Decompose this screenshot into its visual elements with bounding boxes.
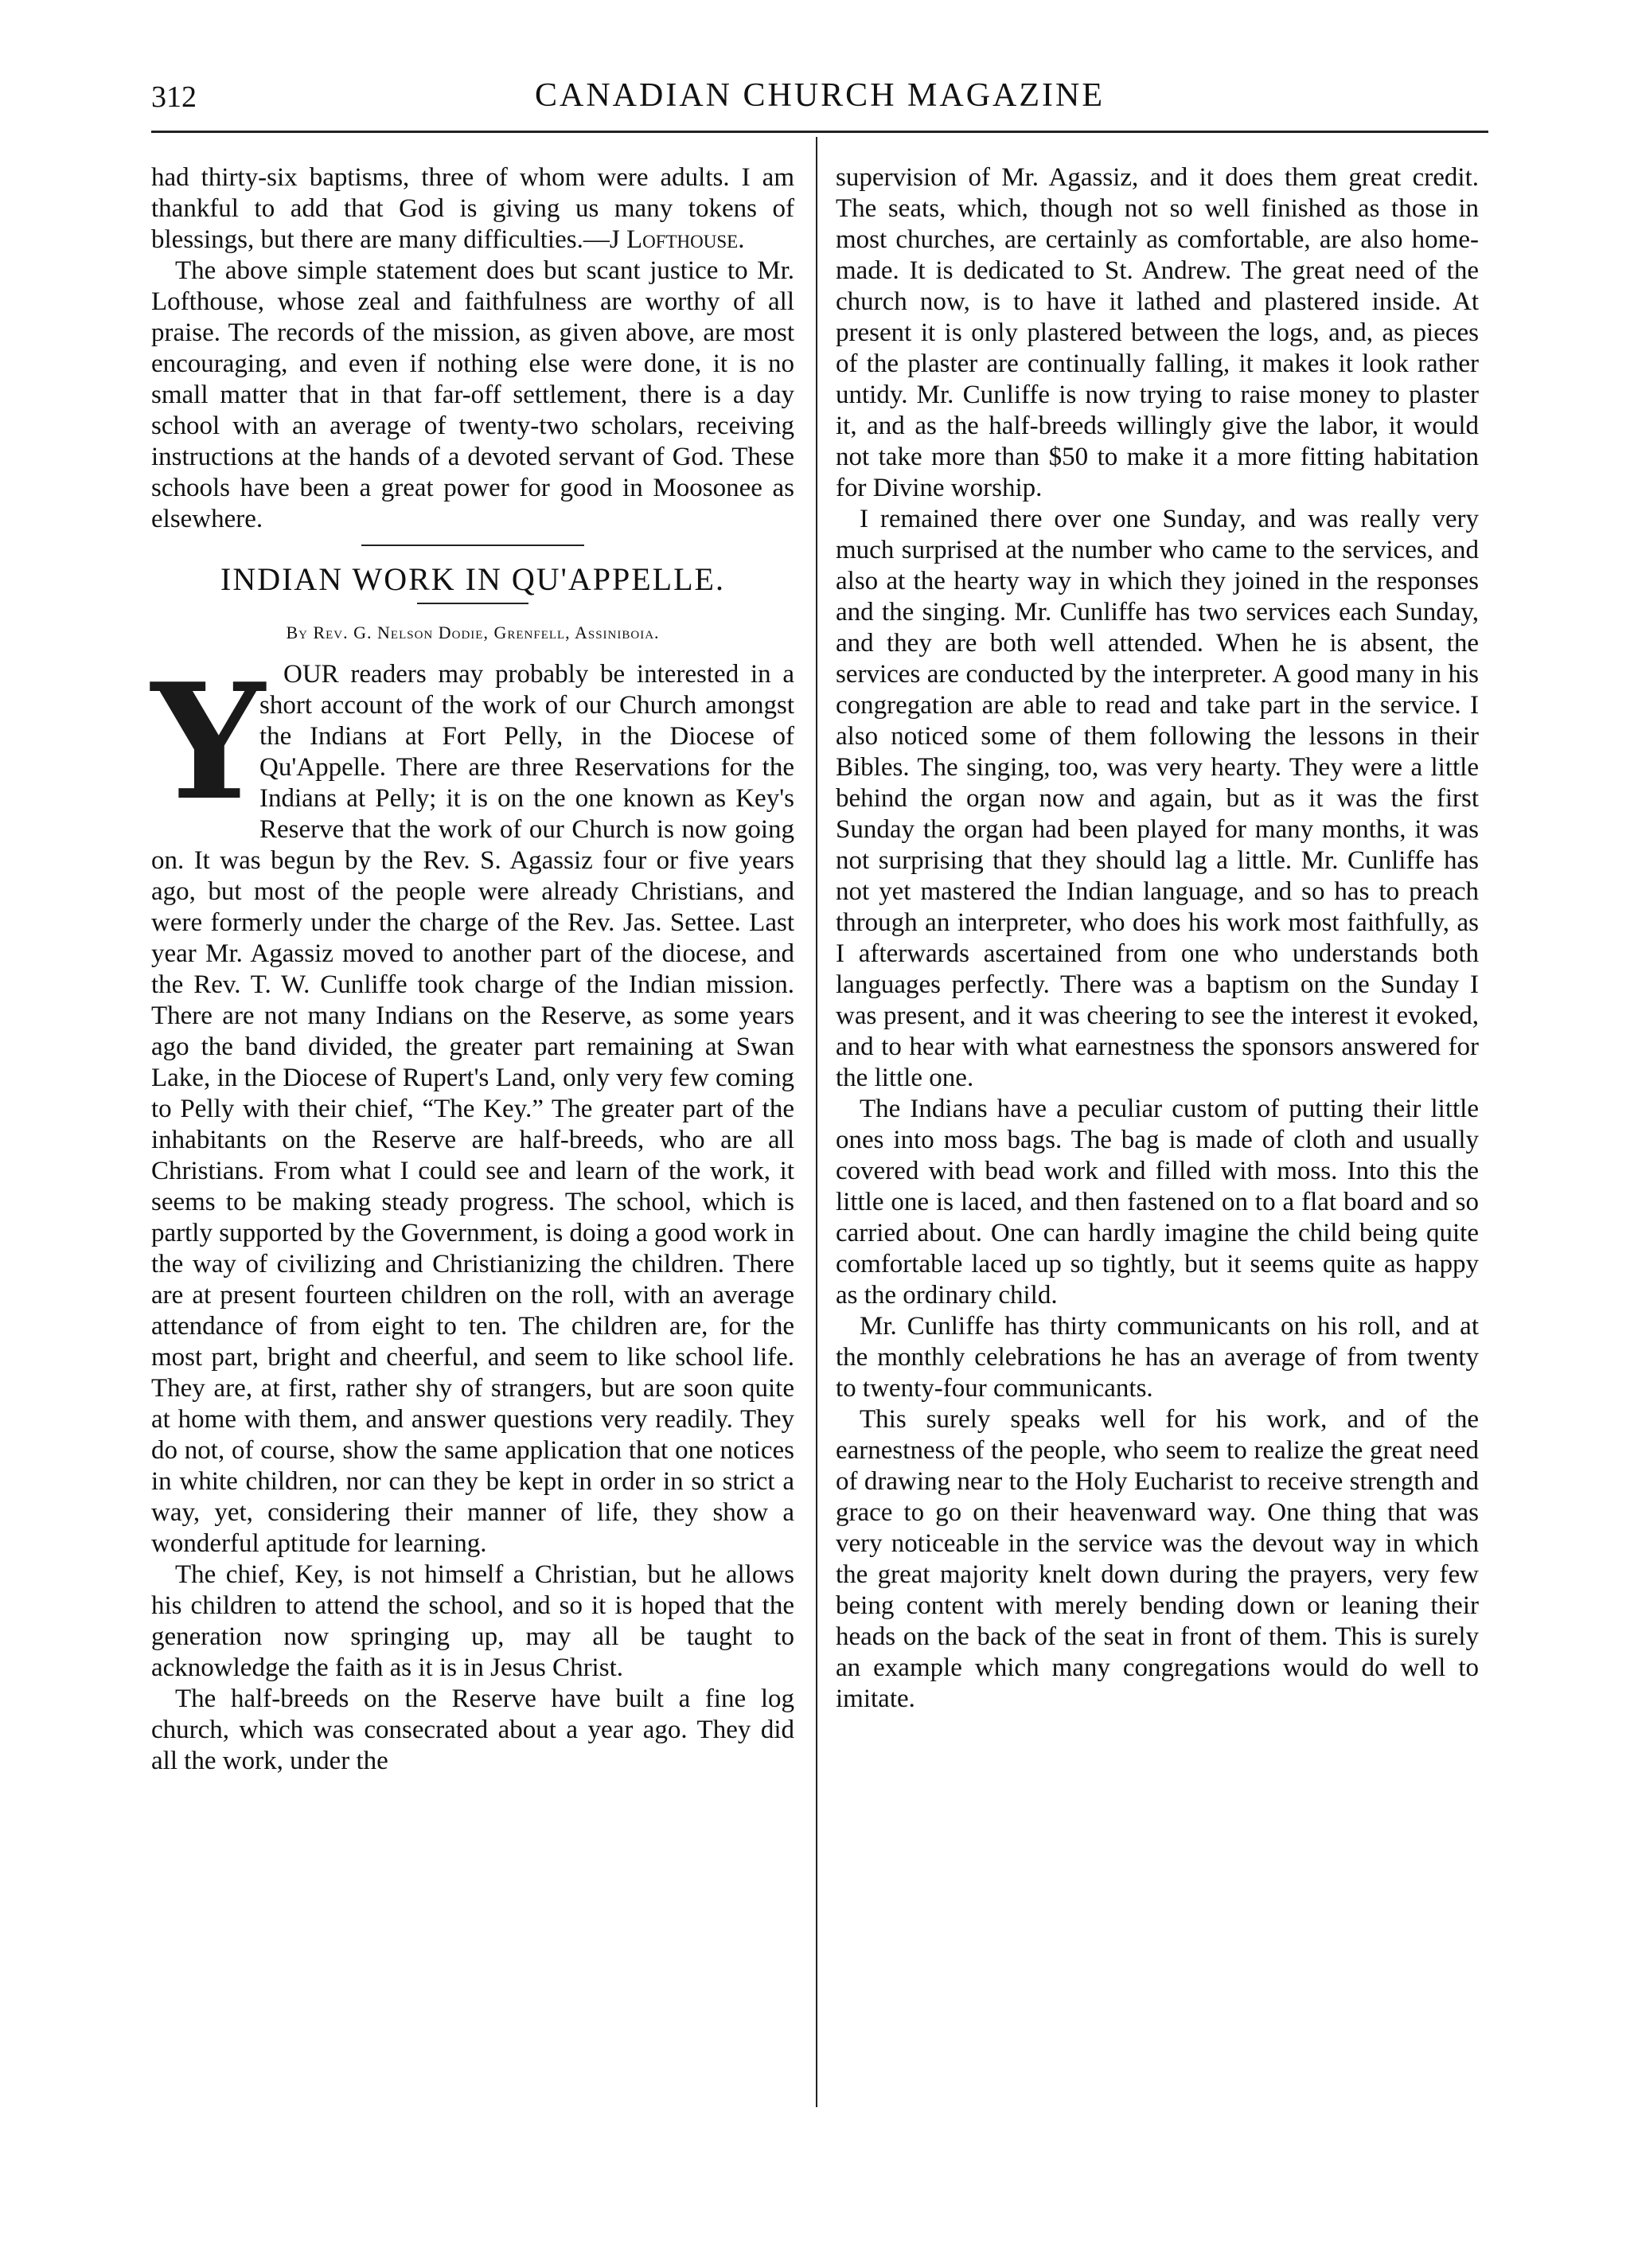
page-number: 312 bbox=[151, 80, 197, 114]
byline: By Rev. G. Nelson Dodie, Grenfell, Assiniboia. bbox=[286, 623, 660, 642]
signature: Lofthouse. bbox=[626, 225, 745, 254]
lead-paragraph: OUR readers may probably be interested in a short account of the work of our Church amongst the Indians at Fort Pelly, in the Diocese of Qu'Appelle. There are three Reservations for the Indians at Pelly; it is on the one known as Key's Reserve that the work of our Church is now going on. It was begun by the Rev. S. Agassiz four or five years ago, but most of the people were already Christians, and were formerly under the charge of the Rev. Jas. Settee. Last year Mr. Agassiz moved to another part of the diocese, and the Rev. T. W. Cunliffe took charge of the Indian mission. There are not many Indians on the Reserve, as some years ago the band divided, the greater part remaining at Swan Lake, in the Diocese of Rupert's Land, only very few coming to Pelly with their chief, “The Key.” The greater part of the inhabitants on the Reserve are half-breeds, who are all Christians. From what I could see and learn of the work, it seems to be making steady progress. The school, which is partly supported by the Government, is doing a good work in the way of civilizing and Christianizing the children. There are at present fourteen children on the roll, with an average attendance of from eight to ten. The children are, for the most part, bright and cheerful, and seem to like school life. They are, at first, rather shy of strangers, but are soon quite at home with them, and answer questions very readily. They do not, of course, show the same application that one notices in white children, nor can they be kept in order in so strict a way, yet, considering their manner of life, they show a wonderful aptitude for learning. bbox=[151, 660, 794, 1558]
page-header bbox=[151, 73, 1488, 131]
right-column bbox=[836, 162, 1479, 1715]
title-rule bbox=[417, 603, 528, 604]
decorative-dropcap bbox=[151, 649, 265, 836]
paragraph: I remained there over one Sunday, and was really very much surprised at the number who came to the services, and also at the hearty way in which they joined in the responses and the singing. Mr. Cunliffe has two services each Sunday, and they are both well attended. When he is absent, the services are conducted by the interpreter. A good many in his congregation are able to read and take part in the service. I also noticed some of them following the lessons in their Bibles. The singing, too, was very hearty. They were a little behind the organ now and again, but as it was the first Sunday the organ had been played for many months, it was not surprising that they should lag a little. Mr. Cunliffe has not yet mastered the Indian language, and so has to preach through an interpreter, who does his work most faithfully, as I afterwards ascertained from one who understands both languages perfectly. There was a baptism on the Sunday I was present, and it was cheering to see the interest it evoked, and to hear with what earnestness the sponsors answered for the little one. bbox=[836, 505, 1479, 1092]
paragraph: The above simple statement does but scant justice to Mr. Lofthouse, whose zeal and faithfulness are worthy of all praise. The records of the mission, as given above, are most encouraging, and even if nothing else were done, it is no small matter that in that far-off settlement, there is a day school with an average of twenty-two scholars, receiving instructions at the hands of a devoted servant of God. These schools have been a great power for good in Moosonee as elsewhere. bbox=[151, 256, 794, 533]
paragraph: The Indians have a peculiar custom of putting their little ones into moss bags. The bag is made of cloth and usually covered with bead work and filled with moss. Into this the little one is laced, and then fastened on to a flat board and so carried about. One can hardly imagine the child being quite comfortable laced up so tightly, but it seems quite as happy as the ordinary child. bbox=[836, 1095, 1479, 1310]
paragraph bbox=[151, 162, 794, 256]
paragraph-text: had thirty-six baptisms, three of whom were adults. I am thankful to add that God is giving us many tokens of blessings, but there are many difficulties.—J bbox=[151, 163, 794, 254]
paragraph: supervision of Mr. Agassiz, and it does them great credit. The seats, which, though not so well finished as those in most churches, are certainly as comfortable, are also home-made. It is dedicated to St. Andrew. The great need of the church now, is to have it lathed and plastered inside. At present it is only plastered between the logs, and, as pieces of the plaster are continually falling, it makes it look rather untidy. Mr. Cunliffe is now trying to raise money to plaster it, and as the half-breeds willingly give the labor, it would not take more than $50 to make it a more fitting habitation for Divine worship. bbox=[836, 163, 1479, 502]
paragraph: Mr. Cunliffe has thirty communicants on his roll, and at the monthly celebrations he has an average of from twenty to twenty-four communicants. bbox=[836, 1312, 1479, 1403]
left-column bbox=[151, 162, 794, 1777]
paragraph: The chief, Key, is not himself a Christian, but he allows his children to attend the school, and so it is hoped that the generation now springing up, may all be taught to acknowledge the faith as it is in Jesus Christ. bbox=[151, 1560, 794, 1682]
paragraph: The half-breeds on the Reserve have built a fine log church, which was consecrated about a year ago. They did all the work, under the bbox=[151, 1684, 794, 1775]
magazine-title: CANADIAN CHURCH MAGAZINE bbox=[535, 77, 1105, 114]
section-divider bbox=[361, 545, 584, 546]
paragraph: This surely speaks well for his work, and of the earnestness of the people, who seem to realize the great need of drawing near to the Holy Eucharist to receive strength and grace to go on their heavenward way. One thing that was very noticeable in the service was the devout way in which the great majority knelt down during the prayers, very few being content with merely bending down or leaning their heads on the back of the seat in front of them. This is surely an example which many congregations would do well to imitate. bbox=[836, 1405, 1479, 1713]
header-rule bbox=[151, 131, 1488, 133]
dropcap-letter: Y bbox=[151, 649, 265, 836]
column-divider bbox=[816, 137, 817, 2107]
article-title: INDIAN WORK IN QU'APPELLE. bbox=[220, 561, 725, 597]
